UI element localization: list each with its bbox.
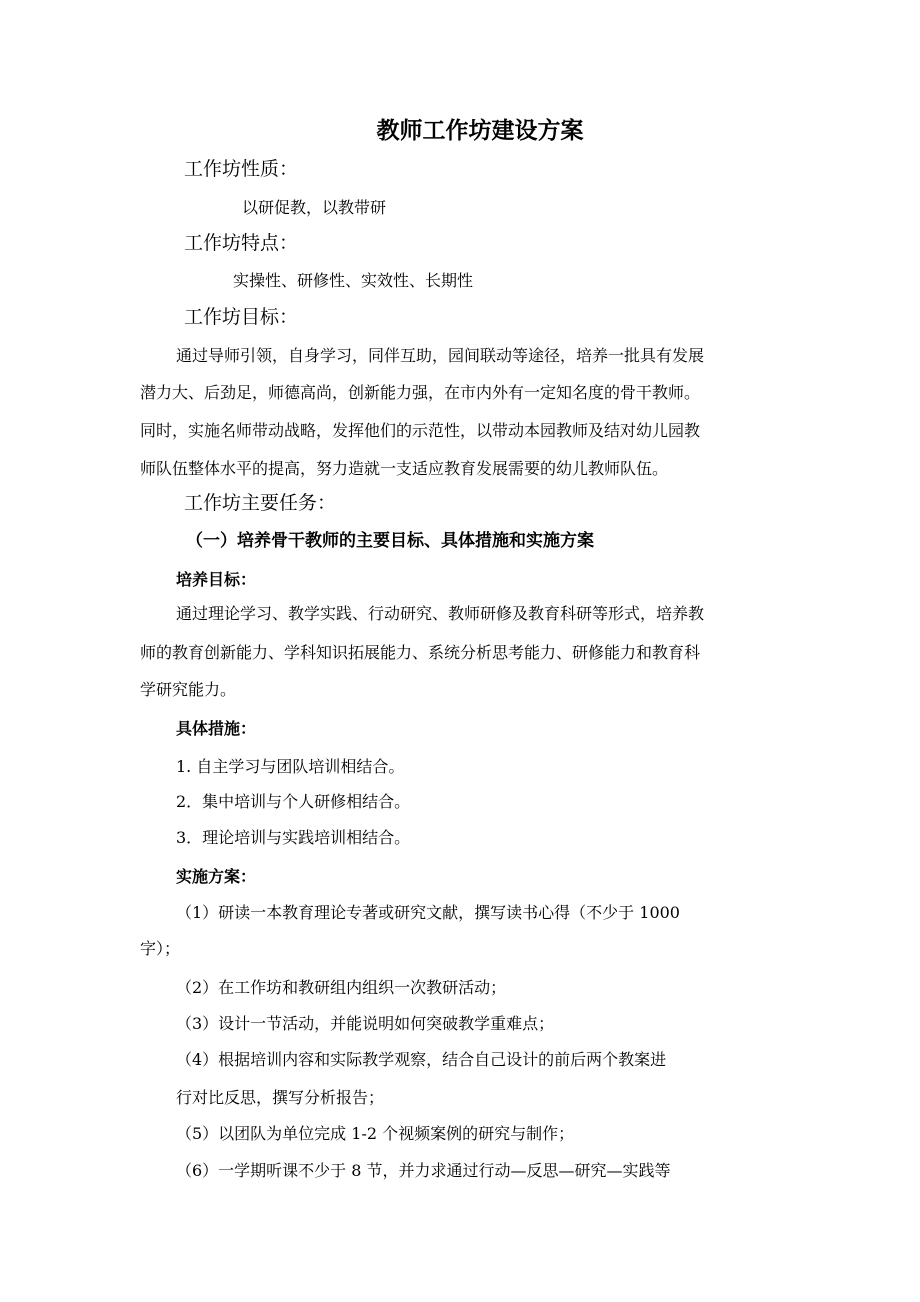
- tasks-heading: 工作坊主要任务：: [184, 492, 337, 514]
- plan-line: 行对比反思，撰写分析报告；: [176, 1088, 385, 1107]
- training-goal-line: 师的教育创新能力、学科知识拓展能力、系统分析思考能力、研修能力和教育科: [140, 643, 701, 662]
- plan-line: （6）一学期听课不少于 8 节，并力求通过行动—反思—研究—实践等: [176, 1161, 671, 1180]
- plan-heading: 实施方案：: [176, 867, 257, 886]
- features-text: 实操性、研修性、实效性、长期性: [233, 271, 474, 290]
- nature-text: 以研促教，以教带研: [242, 198, 387, 217]
- goals-line: 同时，实施名师带动战略，发挥他们的示范性，以带动本园教师及结对幼儿园教: [140, 421, 701, 440]
- plan-line: （3）设计一节活动，并能说明如何突破教学重难点；: [176, 1014, 555, 1033]
- plan-line: （2）在工作坊和教研组内组织一次教研活动；: [176, 978, 507, 997]
- goals-line: 通过导师引领，自身学习，同伴互助，园间联动等途径，培养一批具有发展: [176, 346, 705, 365]
- section1-heading: （一）培养骨干教师的主要目标、具体措施和实施方案: [186, 531, 594, 551]
- goals-heading: 工作坊目标：: [184, 306, 299, 328]
- training-goal-line: 通过理论学习、教学实践、行动研究、教师研修及教育科研等形式，培养教: [176, 604, 705, 623]
- measures-item: 2．集中培训与个人研修相结合。: [176, 792, 411, 811]
- training-goal-heading: 培养目标：: [176, 570, 257, 589]
- plan-line: （4）根据培训内容和实际教学观察，结合自己设计的前后两个教案进: [176, 1050, 667, 1069]
- plan-line: （1）研读一本教育理论专著或研究文献，撰写读书心得（不少于 1000: [176, 903, 680, 922]
- goals-line: 师队伍整体水平的提高，努力造就一支适应教育发展需要的幼儿教师队伍。: [140, 459, 669, 478]
- plan-line: 字）；: [140, 939, 181, 958]
- features-heading: 工作坊特点：: [184, 232, 299, 254]
- training-goal-line: 学研究能力。: [140, 680, 237, 699]
- goals-line: 潜力大、后劲足，师德高尚，创新能力强，在市内外有一定知名度的骨干教师。: [140, 383, 701, 402]
- measures-item: 3．理论培训与实践培训相结合。: [176, 828, 411, 847]
- document-title: 教师工作坊建设方案: [376, 118, 584, 144]
- nature-heading: 工作坊性质：: [184, 158, 299, 180]
- plan-line: （5）以团队为单位完成 1-2 个视频案例的研究与制作；: [176, 1124, 575, 1143]
- measures-item: 1. 自主学习与团队培训相结合。: [176, 757, 405, 776]
- measures-heading: 具体措施：: [176, 719, 257, 738]
